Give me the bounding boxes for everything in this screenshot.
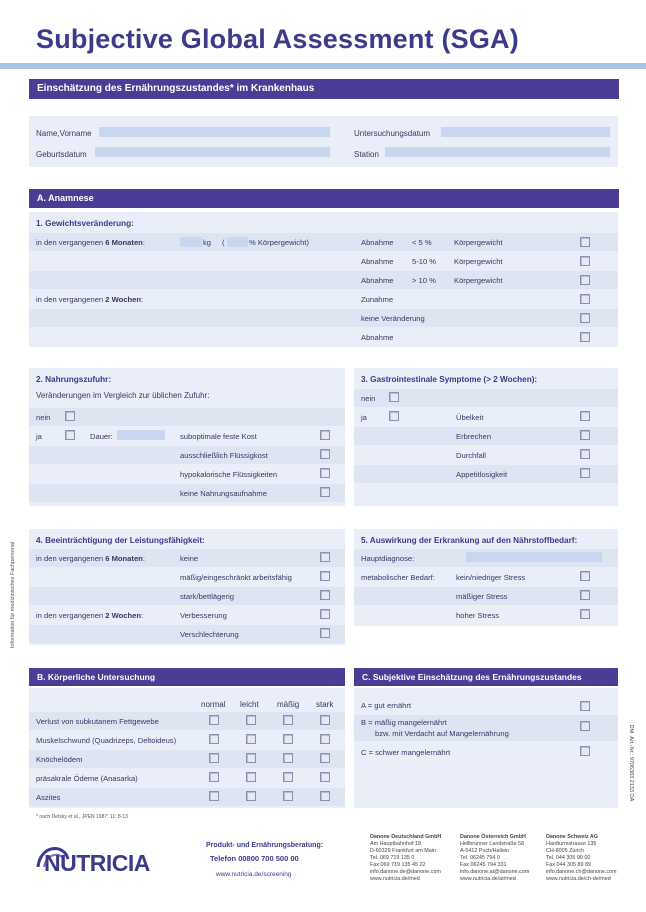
weight-panel <box>29 212 618 347</box>
duration-label: Dauer: <box>90 432 113 441</box>
metabolic-label: metabolischer Bedarf: <box>361 573 435 582</box>
diagnosis-field[interactable] <box>466 552 602 562</box>
disease-opt-3: hoher Stress <box>456 611 500 620</box>
col-stark: stark <box>316 700 334 709</box>
grade-b-sublabel: bzw. mit Verdacht auf Mangelernährung <box>375 729 509 738</box>
disease-opt-3-checkbox[interactable] <box>580 609 590 619</box>
weight-opt-1-b: < 5 % <box>412 238 432 247</box>
weight-opt-1-c: Körpergewicht <box>454 238 503 247</box>
ward-label: Station <box>354 150 379 159</box>
table-row <box>29 788 345 806</box>
fat-maessig-checkbox[interactable] <box>283 715 293 725</box>
exam-date-label: Untersuchungsdatum <box>354 129 431 138</box>
sacral-stark-checkbox[interactable] <box>320 772 330 782</box>
muscle-normal-checkbox[interactable] <box>209 734 219 744</box>
address-line: info.danone.de@danone.com <box>370 869 441 875</box>
col-maessig: mäßig <box>277 700 300 709</box>
weight-opt-3-c: Körpergewicht <box>454 276 503 285</box>
article-number: DM Art.-Nr.: 9706383 2133 OA <box>628 724 634 802</box>
footnote: * nach Detsky et al., JPEN 1987; 11: 8-13 <box>36 814 128 820</box>
section-c-header: C. Subjektive Einschätzung des Ernährungszustandes <box>354 668 618 686</box>
pct-field[interactable] <box>227 237 248 247</box>
ascites-normal-checkbox[interactable] <box>209 791 219 801</box>
table-row <box>29 769 345 787</box>
weight-opt-6-a: Abnahme <box>361 333 394 342</box>
section-b-panel <box>29 688 345 808</box>
page-title: Subjective Global Assessment (SGA) <box>36 24 519 54</box>
exam-date-field[interactable] <box>441 127 610 137</box>
perf-opt-4-checkbox[interactable] <box>320 609 330 619</box>
fat-stark-checkbox[interactable] <box>320 715 330 725</box>
address-line: CH-8005 Zürich <box>546 848 585 854</box>
weight-opt-6-checkbox[interactable] <box>580 332 590 342</box>
address-name: Danone Österreich GmbH <box>460 834 526 840</box>
perf-opt-2-checkbox[interactable] <box>320 571 330 581</box>
intake-opt-1: suboptimale feste Kost <box>180 432 257 441</box>
sacral-leicht-checkbox[interactable] <box>246 772 256 782</box>
perf-opt-1-checkbox[interactable] <box>320 552 330 562</box>
address-line: Am Hauptbahnhof 18 <box>370 841 421 847</box>
intake-opt-2: ausschließlich Flüssigkost <box>180 451 268 460</box>
address-line: info.danone.at@danone.com <box>460 869 530 875</box>
weight-opt-3-a: Abnahme <box>361 276 394 285</box>
contact-web[interactable]: www.nutricia.de/screening <box>216 871 292 878</box>
muscle-maessig-checkbox[interactable] <box>283 734 293 744</box>
contact-phone: Telefon 00800 700 500 00 <box>210 854 299 863</box>
weight-opt-3-b: > 10 % <box>412 276 436 285</box>
perf-opt-3: stark/bettlägerig <box>180 592 235 601</box>
gi-opt-3: Durchfall <box>456 451 486 460</box>
dob-label: Geburtsdatum <box>36 150 87 159</box>
intake-panel <box>29 368 345 506</box>
gi-opt-2: Erbrechen <box>456 432 492 441</box>
gi-opt-1-checkbox[interactable] <box>580 411 590 421</box>
perf-opt-1: keine <box>180 554 199 563</box>
table-row <box>29 712 345 730</box>
row-label: Verlust von subkutanem Fettgewebe <box>36 717 159 726</box>
perf-opt-5: Verschlechterung <box>180 630 239 639</box>
address-line: www.nutricia.de/med <box>370 876 420 882</box>
gi-opt-2-checkbox[interactable] <box>580 430 590 440</box>
contact-title: Produkt- und Ernährungsberatung: <box>206 842 324 849</box>
address-line: Fax 069 719 135 45 22 <box>370 862 426 868</box>
weight-title: 1. Gewichtsveränderung: <box>36 219 134 228</box>
address-austria <box>460 834 529 883</box>
perf-opt-2: mäßig/eingeschränkt arbeitsfähig <box>180 573 292 582</box>
kg-label: kg <box>203 238 212 247</box>
gi-yes-label: ja <box>361 413 367 422</box>
gi-no-label: nein <box>361 394 376 403</box>
address-line: www.nutricia.de/at/med <box>460 876 516 882</box>
ankle-leicht-checkbox[interactable] <box>246 753 256 763</box>
disease-opt-2-checkbox[interactable] <box>580 590 590 600</box>
title-underline <box>0 63 646 69</box>
address-line: info.danone.ch@danone.com <box>546 869 617 875</box>
sacral-maessig-checkbox[interactable] <box>283 772 293 782</box>
patient-info-panel <box>29 116 618 167</box>
gi-yes-checkbox[interactable] <box>389 411 399 421</box>
intake-yes-label: ja <box>36 432 42 441</box>
weight-opt-4-checkbox[interactable] <box>580 294 590 304</box>
weight-opt-5-checkbox[interactable] <box>580 313 590 323</box>
address-line: www.nutricia.de/ch-de/med <box>546 876 611 882</box>
ward-field[interactable] <box>385 147 610 157</box>
side-note: Information für medizinisches Fachpersonal <box>10 541 16 649</box>
duration-field[interactable] <box>117 430 165 440</box>
table-row <box>29 731 345 749</box>
section-a-header: A. Anamnese <box>29 189 619 208</box>
kg-field[interactable] <box>180 237 202 247</box>
gi-no-checkbox[interactable] <box>389 392 399 402</box>
muscle-stark-checkbox[interactable] <box>320 734 330 744</box>
pct-label: % Körpergewicht) <box>249 238 309 247</box>
weight-opt-3-checkbox[interactable] <box>580 275 590 285</box>
dob-field[interactable] <box>95 147 330 157</box>
address-line: Hardturmstrasse 135 <box>546 841 597 847</box>
weight-opt-2-checkbox[interactable] <box>580 256 590 266</box>
col-leicht: leicht <box>240 700 259 709</box>
row-label: Aszites <box>36 793 61 802</box>
name-label: Name,Vorname <box>36 129 92 138</box>
muscle-leicht-checkbox[interactable] <box>246 734 256 744</box>
intake-opt-4: keine Nahrungsaufnahme <box>180 489 267 498</box>
row-label: Muskelschwund (Quadrizeps, Deltoideus) <box>36 736 177 745</box>
perf-opt-3-checkbox[interactable] <box>320 590 330 600</box>
disease-opt-1: kein/niedriger Stress <box>456 573 526 582</box>
intake-opt-3: hypokalorische Flüssigkeiten <box>180 470 278 479</box>
weight-opt-2-a: Abnahme <box>361 257 394 266</box>
address-switzerland <box>546 834 617 883</box>
grade-a-checkbox[interactable] <box>580 701 590 711</box>
main-header: Einschätzung des Ernährungszustandes* im Krankenhaus <box>29 79 619 99</box>
performance-title: 4. Beeinträchtigung der Leistungsfähigkeit: <box>36 536 205 545</box>
address-line: A-5412 Puch/Hallein <box>460 848 510 854</box>
address-line: Tel. 06245 794 0 <box>460 855 500 861</box>
weight-opt-5-a: keine Veränderung <box>361 314 425 323</box>
address-line: Fax 06245 794 331 <box>460 862 507 868</box>
fat-leicht-checkbox[interactable] <box>246 715 256 725</box>
intake-title: 2. Nahrungszufuhr: <box>36 375 112 384</box>
disease-opt-1-checkbox[interactable] <box>580 571 590 581</box>
weight-opt-1-a: Abnahme <box>361 238 394 247</box>
ascites-maessig-checkbox[interactable] <box>283 791 293 801</box>
gi-opt-4: Appetitlosigkeit <box>456 470 508 479</box>
ankle-normal-checkbox[interactable] <box>209 753 219 763</box>
address-name: Danone Schweiz AG <box>546 834 598 840</box>
intake-opt-3-checkbox[interactable] <box>320 468 330 478</box>
sacral-normal-checkbox[interactable] <box>209 772 219 782</box>
intake-yes-checkbox[interactable] <box>65 430 75 440</box>
table-row <box>29 750 345 768</box>
pct-open: ( <box>222 238 225 247</box>
address-line: D-60329 Frankfurt am Main <box>370 848 436 854</box>
weight-opt-1-checkbox[interactable] <box>580 237 590 247</box>
weight-opt-2-b: 5-10 % <box>412 257 437 266</box>
diagnosis-label: Hauptdiagnose: <box>361 554 415 563</box>
ascites-stark-checkbox[interactable] <box>320 791 330 801</box>
row-label: präsakrale Ödeme (Anasarka) <box>36 774 138 783</box>
gi-opt-1: Übelkeit <box>456 413 484 422</box>
fat-normal-checkbox[interactable] <box>209 715 219 725</box>
grade-a-label: A = gut ernährt <box>361 701 412 710</box>
two-weeks-label: in den vergangenen 2 Wochen: <box>36 295 144 304</box>
intake-opt-4-checkbox[interactable] <box>320 487 330 497</box>
grade-b-label: B = mäßig mangelernährt <box>361 718 447 727</box>
intake-no-checkbox[interactable] <box>65 411 75 421</box>
gi-title: 3. Gastrointestinale Symptome (> 2 Wochen): <box>361 375 538 384</box>
col-normal: normal <box>201 700 226 709</box>
address-name: Danone Deutschland GmbH <box>370 834 442 840</box>
weight-opt-4-a: Zunahme <box>361 295 394 304</box>
name-field[interactable] <box>99 127 330 137</box>
grade-c-label: C = schwer mangelernährt <box>361 748 451 757</box>
gi-panel <box>354 368 618 506</box>
grade-c-checkbox[interactable] <box>580 746 590 756</box>
perf-six-label: in den vergangenen 6 Monaten: <box>36 554 145 563</box>
address-line: Fax 044 305 89 89 <box>546 862 591 868</box>
intake-opt-1-checkbox[interactable] <box>320 430 330 440</box>
row-label: Knöchelödem <box>36 755 83 764</box>
ascites-leicht-checkbox[interactable] <box>246 791 256 801</box>
section-b-header: B. Körperliche Untersuchung <box>29 668 345 686</box>
perf-opt-5-checkbox[interactable] <box>320 628 330 638</box>
disease-panel <box>354 529 618 626</box>
address-germany <box>370 834 441 883</box>
disease-opt-2: mäßiger Stress <box>456 592 508 601</box>
gi-opt-4-checkbox[interactable] <box>580 468 590 478</box>
ankle-maessig-checkbox[interactable] <box>283 753 293 763</box>
ankle-stark-checkbox[interactable] <box>320 753 330 763</box>
performance-panel <box>29 529 345 645</box>
six-months-label: in den vergangenen 6 Monaten: <box>36 238 145 247</box>
address-line: Tel. 069 719 135 0 <box>370 855 415 861</box>
intake-no-label: nein <box>36 413 51 422</box>
intake-subtitle: Veränderungen im Vergleich zur üblichen Zufuhr: <box>36 391 210 400</box>
nutricia-logo: NUTRICIA <box>44 850 150 876</box>
address-line: Hellbrunner Landstraße 58 <box>460 841 525 847</box>
grade-b-checkbox[interactable] <box>580 721 590 731</box>
disease-title: 5. Auswirkung der Erkrankung auf den Nährstoffbedarf: <box>361 536 578 545</box>
section-c-panel <box>354 688 618 808</box>
address-line: Tel. 044 305 90 00 <box>546 855 591 861</box>
perf-opt-4: Verbesserung <box>180 611 227 620</box>
intake-opt-2-checkbox[interactable] <box>320 449 330 459</box>
gi-opt-3-checkbox[interactable] <box>580 449 590 459</box>
perf-two-label: in den vergangenen 2 Wochen: <box>36 611 144 620</box>
weight-opt-2-c: Körpergewicht <box>454 257 503 266</box>
